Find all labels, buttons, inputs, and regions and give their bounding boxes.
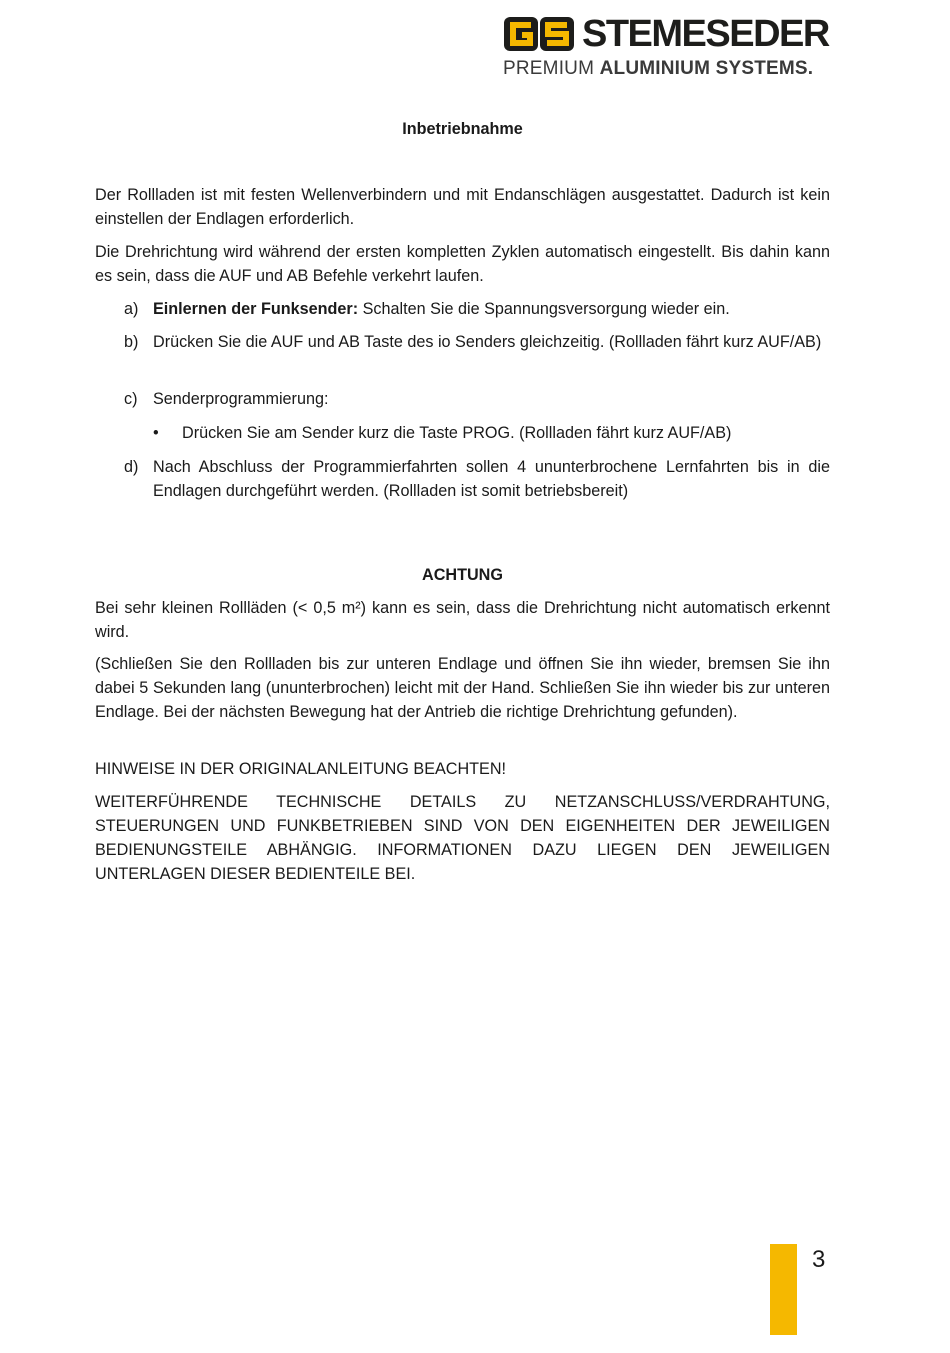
company-logo: [503, 14, 833, 84]
section-title-achtung: ACHTUNG: [422, 566, 503, 584]
brand-tagline: PREMIUM ALUMINIUM SYSTEMS.: [503, 58, 814, 79]
intro-paragraph: Der Rollladen ist mit festen Wellenverbindern und mit Endanschlägen ausgestattet. Dadurch ist kein einstellen der Endlagen erforderlich.: [95, 186, 830, 228]
rotation-paragraph: Die Drehrichtung wird während der ersten kompletten Zyklen automatisch eingestellt. Bis dahin kann es sein, dass die AUF und AB Befehle verkehrt laufen.: [95, 243, 830, 285]
notice-paragraph: HINWEISE IN DER ORIGINALANLEITUNG BEACHTEN!: [95, 760, 507, 778]
page-number-bar: [770, 1244, 797, 1335]
bullet-icon: •: [153, 424, 159, 442]
brand-name: STEMESEDER: [582, 13, 829, 55]
details-paragraph: WEITERFÜHRENDE TECHNISCHE DETAILS ZU NETZANSCHLUSS/VERDRAHTUNG, STEUERUNGEN UND FUNKBETRIEBEN SIND VON DEN EIGENHEITEN DER JEWEILIGEN BEDIENUNGSTEILE ABHÄNGIG. INFORMATIONEN DAZU LIEGEN DEN JEWEILIGEN UNTERLAGEN DIESER BEDIENTEILE BEI.: [95, 793, 830, 883]
page-number: 3: [812, 1246, 826, 1273]
gs-logo-icon: [503, 16, 575, 52]
section-title-inbetriebnahme: Inbetriebnahme: [402, 120, 523, 138]
warning-paragraph: Bei sehr kleinen Rollläden (< 0,5 m²) kann es sein, dass die Drehrichtung nicht automatisch erkennt wird.: [95, 599, 830, 641]
instruction-paragraph: (Schließen Sie den Rollladen bis zur unteren Endlage und öffnen Sie ihn wieder, bremsen Sie ihn dabei 5 Sekunden lang (ununterbrochen) leicht mit der Hand. Schließen Sie ihn wieder bis zur unteren Endlage. Bei der nächsten Bewegung hat der Antrieb die richtige Drehrichtung gefunden).: [95, 655, 830, 721]
